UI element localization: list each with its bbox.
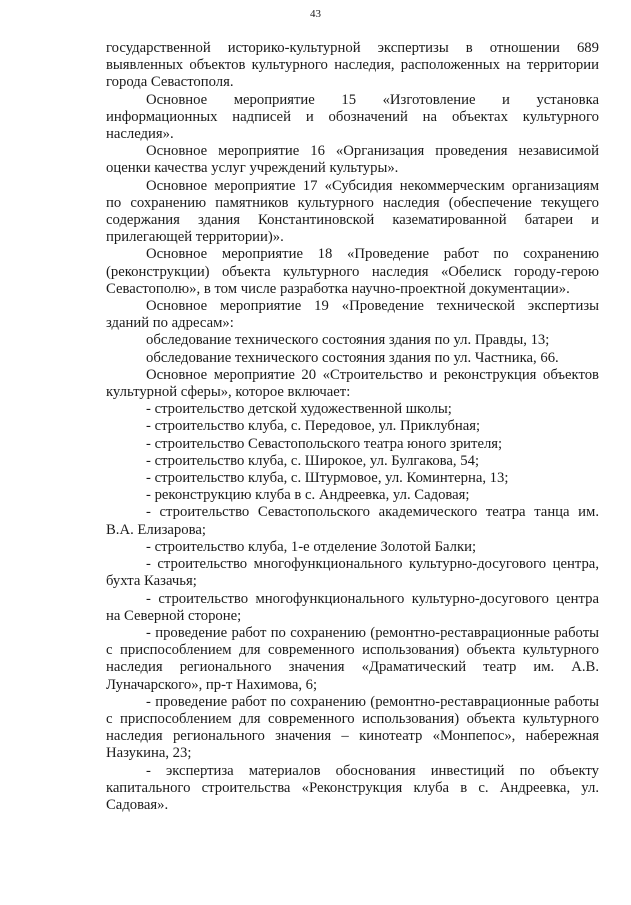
list-item: - строительство клуба, 1-е отделение Золотой Балки;: [146, 538, 477, 555]
list-item: - строительство клуба, с. Штурмовое, ул. Коминтерна, 13;: [146, 470, 509, 487]
list-item: - строительство многофункционального культурно-досугового центра на Северной стороне;: [106, 590, 599, 624]
list-item: - строительство клуба, с. Передовое, ул. Приклубная;: [146, 418, 481, 435]
list-item: - строительство Севастопольского академического театра танца им. В.А. Елизарова;: [106, 504, 599, 538]
list-item: обследование технического состояния здания по ул. Правды, 13;: [146, 332, 550, 349]
list-item: - строительство клуба, с. Широкое, ул. Булгакова, 54;: [146, 452, 480, 469]
list-item: - строительство многофункционального культурно-досугового центра, бухта Казачья;: [106, 556, 599, 590]
paragraph-measure-17: Основное мероприятие 17 «Субсидия некоммерческим организациям по сохранению памятников культурного наследия (обеспечение текущего содержания здания Константиновской казематированной батареи и прилегающей территории)».: [106, 177, 599, 246]
paragraph-measure-15: Основное мероприятие 15 «Изготовление и установка информационных надписей и обозначений на объектах культурного наследия».: [106, 91, 599, 143]
paragraph-measure-19: Основное мероприятие 19 «Проведение технической экспертизы зданий по адресам»:: [106, 298, 599, 332]
paragraph-continuation: государственной историко-культурной экспертизы в отношении 689 выявленных объектов культурного наследия, расположенных на территории города Севастополя.: [106, 40, 599, 91]
list-item: - проведение работ по сохранению (ремонтно-реставрационные работы с приспособлением для современного использования) объекта культурного наследия регионального значения «Драматический театр им. А.В. Луначарского», пр-т Нахимова, 6;: [106, 624, 599, 693]
list-item: - экспертиза материалов обоснования инвестиций по объекту капитального строительства «Реконструкция клуба в с. Андреевка, ул. Садовая».: [106, 762, 599, 813]
paragraph-measure-20: Основное мероприятие 20 «Строительство и реконструкция объектов культурной сферы», которое включает:: [106, 366, 599, 401]
page-number: 43: [310, 8, 321, 20]
paragraph-measure-18: Основное мероприятие 18 «Проведение работ по сохранению (реконструкции) объекта культурного наследия «Обелиск городу-герою Севастополю», в том числе разработка научно-проектной документации».: [106, 246, 599, 297]
list-item: - проведение работ по сохранению (ремонтно-реставрационные работы с приспособлением для современного использования) объекта культурного наследия регионального значения – кинотеатр «Монпепос», набережная Назукина, 23;: [106, 693, 599, 762]
list-item: - строительство детской художественной школы;: [146, 401, 452, 418]
list-item: - реконструкцию клуба в с. Андреевка, ул. Садовая;: [146, 487, 470, 504]
list-item: обследование технического состояния здания по ул. Частника, 66.: [146, 349, 559, 366]
document-body: [106, 40, 599, 814]
list-item: - строительство Севастопольского театра юного зрителя;: [146, 435, 503, 452]
paragraph-measure-16: Основное мероприятие 16 «Организация проведения независимой оценки качества услуг учреждений культуры».: [106, 143, 599, 177]
